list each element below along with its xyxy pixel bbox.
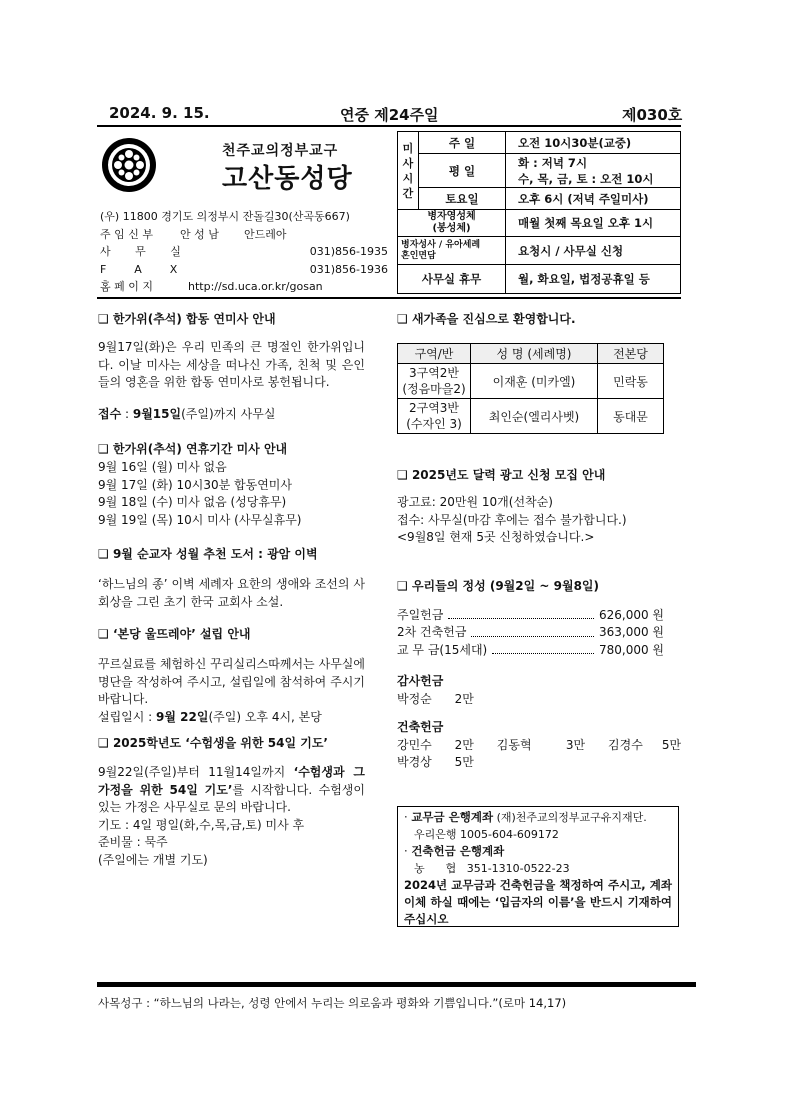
offering-row bbox=[397, 642, 664, 660]
fax-number: 031)856-1936 bbox=[309, 262, 388, 276]
pastor-row bbox=[100, 226, 388, 244]
body-part-a: 9월22일(주일)부터 11월14일까지 bbox=[98, 765, 294, 779]
list-item: 9월 19일 (목) 10시 미사 (사무실휴무) bbox=[98, 512, 302, 527]
footer-rule bbox=[97, 982, 696, 987]
bank-line-1: · 교무금 은행계좌 (재)천주교의정부교구유지재단. bbox=[404, 810, 647, 824]
ultreya-date bbox=[98, 709, 365, 727]
pastoral-verse: 사목성구 : “하느님의 나라는, 성령 안에서 누리는 의로움과 평화와 기쁨입니다.”(로마 14,17) bbox=[98, 996, 567, 1010]
list-item: 9월 18일 (수) 미사 없음 (성당휴무) bbox=[98, 495, 287, 509]
sacrament-label bbox=[398, 237, 506, 265]
column-header: 구역/반 bbox=[398, 344, 471, 364]
info-rule bbox=[97, 297, 681, 299]
exam-prayer-details bbox=[98, 817, 365, 870]
list-item: 9월 16일 (월) 미사 없음 bbox=[98, 460, 227, 474]
bank-title: 건축헌금 은행계좌 bbox=[411, 844, 505, 858]
building-offering-title: 건축헌금 bbox=[397, 720, 444, 734]
section-book: ❑ 9월 순교자 성월 추천 도서 : 광암 이벽 bbox=[98, 547, 318, 561]
detail-line: (주일에는 개별 기도) bbox=[98, 852, 208, 867]
issue-date: 2024. 9. 15. bbox=[109, 104, 210, 122]
section-offerings: ❑ 우리들의 정성 (9월2일 ~ 9월8일) bbox=[397, 578, 599, 593]
bank-account-1: 우리은행 1005-604-609172 bbox=[414, 828, 559, 841]
mass-value-weekday bbox=[506, 154, 681, 188]
reception-rest: (주일)까지 사무실 bbox=[181, 406, 276, 421]
section-title: 2025학년도 ‘수험생을 위한 54일 기도’ bbox=[112, 736, 328, 750]
bank-line-2: · 건축헌금 은행계좌 bbox=[404, 844, 505, 858]
section-title: 2025년도 달력 광고 신청 모집 안내 bbox=[411, 468, 606, 482]
office-label: 사 무 실 bbox=[100, 245, 181, 258]
name-cell: 이재훈 (미카엘) bbox=[471, 364, 598, 399]
list-item: 9월 17일 (화) 10시30분 합동연미사 bbox=[98, 477, 292, 492]
sacrament-value: 요청시 / 사무실 신청 bbox=[506, 237, 681, 265]
area-line: 3구역2반 bbox=[408, 366, 460, 380]
offering-row bbox=[397, 624, 664, 642]
table-row bbox=[398, 364, 664, 399]
bank-account-box bbox=[397, 806, 679, 927]
right-column bbox=[397, 310, 682, 772]
parish-address: (우) 11800 경기도 의정부시 잔돌길30(산곡동667) bbox=[100, 210, 350, 223]
detail-line: 준비물 : 묵주 bbox=[98, 835, 168, 849]
column-header: 성 명 (세례명) bbox=[471, 344, 598, 364]
donor: 김동혁 3만 bbox=[496, 737, 586, 752]
detail-line: 기도 : 4일 평일(화,수,목,금,토) 미사 후 bbox=[98, 817, 305, 832]
offering-label: 주일헌금 bbox=[397, 607, 444, 622]
calendar-ad-body bbox=[397, 494, 682, 547]
date-label: 설립일시 : bbox=[98, 709, 157, 724]
sick-communion-label-2: (봉성체) bbox=[432, 223, 471, 234]
fax-row bbox=[100, 261, 388, 279]
section-title: 9월 순교자 성월 추천 도서 : 광암 이벽 bbox=[112, 547, 318, 561]
sick-communion-label-1: 병자영성체 bbox=[427, 211, 476, 222]
chuseok-body: 9월17일(화)은 우리 민족의 큰 명절인 한가위입니다. 이날 미사는 세상을 떠나신 가족, 친척 및 은인들의 영혼을 위한 합동 연미사로 봉헌됩니다. bbox=[98, 340, 365, 389]
holiday-mass-list bbox=[98, 459, 365, 529]
section-holiday-mass: ❑ 한가위(추석) 연휴기간 미사 안내 bbox=[98, 442, 288, 456]
area-cell bbox=[398, 364, 471, 399]
bank-owner: (재)천주교의정부교구유지재단. bbox=[493, 811, 647, 824]
mass-label-weekday: 평 일 bbox=[419, 154, 506, 188]
office-row bbox=[100, 243, 388, 261]
section-ultreya: ❑ ‘본당 울뜨레야’ 설립 안내 bbox=[98, 627, 251, 641]
diocese-name: 천주교의정부교구 bbox=[222, 143, 339, 159]
pastor-name: 안 성 남 bbox=[180, 227, 219, 241]
fax-label: F A X bbox=[100, 262, 178, 276]
weekday-line-1: 화 : 저녁 7시 bbox=[518, 155, 588, 170]
homepage-row bbox=[100, 278, 388, 296]
bank-note: 2024년 교무금과 건축헌금을 책정하여 주시고, 계좌이체 하실 때에는 ‘입금자의 이름’을 반드시 기재하여 주십시오 bbox=[404, 878, 672, 926]
offering-amount: 626,000 원 bbox=[598, 607, 664, 622]
book-body: ‘하느님의 종’ 이벽 세례자 요한의 생애와 조선의 사회상을 그린 초기 한국 교회사 소설. bbox=[98, 577, 365, 609]
detail-line: <9월8일 현재 5곳 신청하였습니다.> bbox=[397, 530, 595, 544]
reception-label: 접수 bbox=[98, 406, 122, 421]
sacrament-label-2: 혼인면담 bbox=[401, 250, 436, 261]
section-title: 우리들의 정성 (9월2일 ~ 9월8일) bbox=[411, 578, 599, 593]
bank-account-2: 농 협 351-1310-0522-23 bbox=[414, 862, 570, 875]
liturgical-week: 연중 제24주일 bbox=[340, 106, 439, 124]
table-row bbox=[398, 399, 664, 434]
building-offering-line bbox=[397, 737, 682, 755]
pastor-baptism: 안드레아 bbox=[244, 227, 287, 241]
detail-line: 광고료: 20만원 10개(선착순) bbox=[397, 495, 553, 509]
thanks-offering-line: 박정순 2만 bbox=[397, 691, 474, 706]
area-cell bbox=[398, 399, 471, 434]
offering-label: 2차 건축헌금 bbox=[397, 625, 467, 639]
date-rest: (주일) 오후 4시, 본당 bbox=[208, 709, 322, 724]
newcomers-table bbox=[397, 343, 664, 434]
bank-title: 교무금 은행계좌 bbox=[411, 810, 494, 824]
area-line: (수자인 3) bbox=[406, 417, 462, 431]
reception-date: 9월15일 bbox=[132, 406, 182, 421]
office-closed-value: 월, 화요일, 법정공휴일 등 bbox=[506, 265, 681, 294]
section-newcomers: ❑ 새가족을 진심으로 환영합니다. bbox=[397, 312, 576, 326]
mass-label-saturday: 토요일 bbox=[419, 188, 506, 210]
prev-parish-cell: 민락동 bbox=[598, 364, 664, 399]
column-header: 전본당 bbox=[598, 344, 664, 364]
exam-prayer-body bbox=[98, 764, 365, 817]
mass-label-sunday: 주 일 bbox=[419, 132, 506, 154]
table-header-row bbox=[398, 344, 664, 364]
office-phone: 031)856-1935 bbox=[309, 245, 388, 258]
header-rule bbox=[97, 125, 681, 127]
mass-schedule-table bbox=[397, 131, 681, 294]
mass-side-label: 미 사 시 간 bbox=[398, 132, 419, 210]
prev-parish-cell: 동대문 bbox=[598, 399, 664, 434]
date-bold: 9월 22일 bbox=[156, 709, 209, 724]
issue-number: 제030호 bbox=[622, 106, 683, 124]
homepage-url[interactable]: http://sd.uca.or.kr/gosan bbox=[188, 280, 323, 293]
section-title: 한가위(추석) 합동 연미사 안내 bbox=[112, 312, 276, 326]
section-exam-prayer: ❑ 2025학년도 ‘수험생을 위한 54일 기도’ bbox=[98, 736, 328, 750]
weekday-line-2: 수, 목, 금, 토 : 오전 10시 bbox=[518, 171, 654, 186]
sacrament-label-1: 병자성사 / 유아세례 bbox=[401, 239, 481, 250]
section-chuseok-mass: ❑ 한가위(추석) 합동 연미사 안내 bbox=[98, 312, 276, 326]
office-closed-label: 사무실 휴무 bbox=[398, 265, 506, 294]
parish-name: 고산동성당 bbox=[222, 164, 353, 194]
section-calendar-ad: ❑ 2025년도 달력 광고 신청 모집 안내 bbox=[397, 468, 606, 482]
ultreya-body: 꾸르실료를 체험하신 꾸리실리스따께서는 사무실에 명단을 작성하여 주시고, 설립일에 참석하여 주시기 바랍니다. bbox=[98, 657, 365, 706]
homepage-label: 홈 페 이 지 bbox=[100, 280, 153, 293]
thanks-offering-title: 감사헌금 bbox=[397, 674, 444, 688]
offering-label: 교 무 금(15세대) bbox=[397, 642, 488, 657]
name-cell: 최인순(엘리사벳) bbox=[471, 399, 598, 434]
offering-amount: 780,000 원 bbox=[598, 642, 664, 657]
parish-info bbox=[100, 208, 388, 296]
section-title: ‘본당 울뜨레야’ 설립 안내 bbox=[112, 627, 251, 641]
detail-line: 접수: 사무실(마감 후에는 접수 불가합니다.) bbox=[397, 512, 627, 527]
section-title: 새가족을 진심으로 환영합니다. bbox=[411, 312, 576, 326]
offering-row bbox=[397, 607, 664, 625]
sick-communion-value: 매월 첫째 목요일 오후 1시 bbox=[506, 210, 681, 237]
section-title: 한가위(추석) 연휴기간 미사 안내 bbox=[112, 442, 288, 456]
donor: 김경수 5만 bbox=[608, 737, 682, 752]
mass-value-saturday: 오후 6시 (저녁 주일미사) bbox=[506, 188, 681, 210]
area-line: 2구역3반 bbox=[408, 401, 460, 415]
parish-logo-icon bbox=[101, 137, 157, 193]
building-offering-line: 박경상 5만 bbox=[397, 755, 474, 769]
area-line: (정음마을2) bbox=[402, 382, 466, 396]
pastor-label: 주 임 신 부 bbox=[100, 227, 153, 241]
chuseok-reception: 접수 : 9월15일(주일)까지 사무실 bbox=[98, 406, 276, 421]
mass-value-sunday: 오전 10시30분(교중) bbox=[506, 132, 681, 154]
body-part-c: 를 시작합니다. 수험생이 있는 가정은 사무실로 문의 바랍니다. bbox=[98, 782, 365, 814]
offerings-list bbox=[397, 607, 664, 660]
body-part-b: ‘수험생과 그 가정을 위한 54일 기도’ bbox=[98, 765, 365, 797]
donor: 강민수 2만 bbox=[397, 737, 474, 752]
left-column bbox=[98, 310, 365, 869]
sick-communion-label bbox=[398, 210, 506, 237]
offering-amount: 363,000 원 bbox=[598, 625, 664, 639]
